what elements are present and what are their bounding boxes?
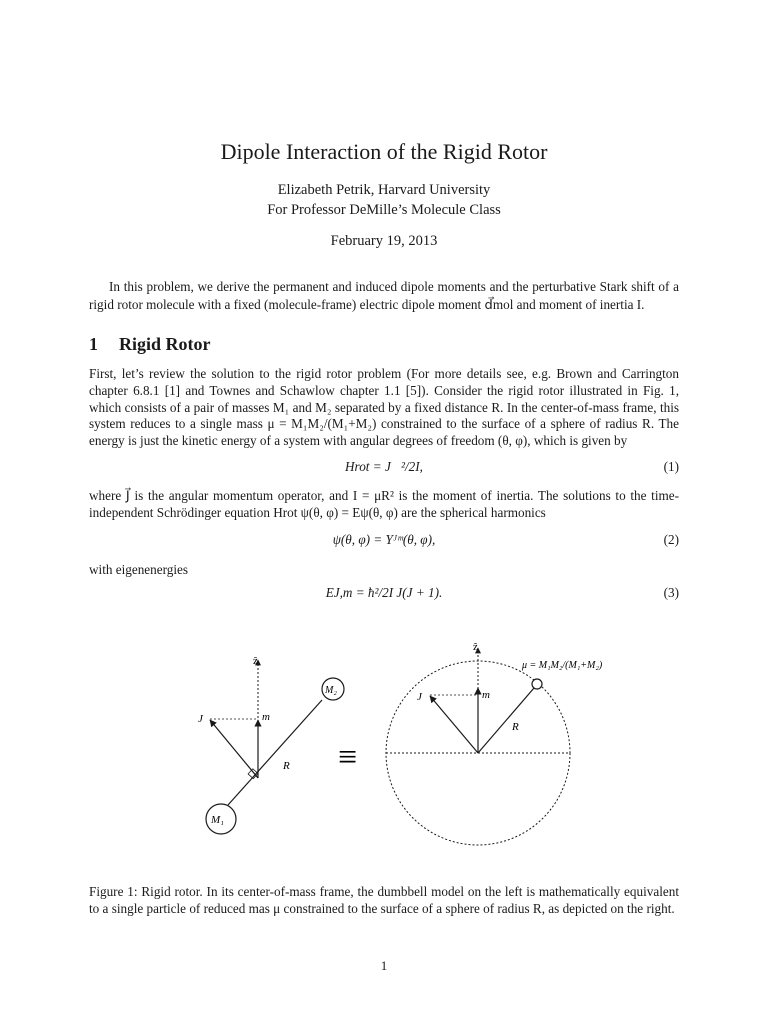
z-label-right: ẑ <box>473 641 478 653</box>
sphere-diagram <box>386 641 603 845</box>
rotor-rod <box>228 700 322 805</box>
author-line: Elizabeth Petrik, Harvard University <box>277 182 491 198</box>
mass-1-label: M₁ <box>211 814 224 826</box>
equation-3-expr: EJ,m = ħ²/2I J(J + 1). <box>325 585 443 600</box>
paragraph-solutions: where J⃗ is the angular momentum operator, and I = μR² is the moment of inertia. The solutions to the time-independent Schrödinger equation Hrot ψ(θ, φ) = Eψ(θ, φ) are the spherical harmonics <box>89 488 679 520</box>
paragraph-eigen: with eigenenergies <box>89 562 188 577</box>
page-number: 1 <box>380 958 388 973</box>
j-label-right: J⃗ <box>417 691 431 703</box>
equivalence-symbol: ≡ <box>338 739 358 776</box>
mass-2-label: M₂ <box>325 685 337 696</box>
j-vector-right <box>430 696 478 753</box>
equation-1-expr: Hrot = J⃗²/2I, <box>345 459 423 474</box>
abstract-text: In this problem, we derive the permanent and induced dipole moments and the perturbative Stark shift of a rigid rotor molecule with a fixed (molecule-frame) electric dipole moment d⃗mol and moment of inertia I. <box>89 279 679 312</box>
abstract <box>89 278 679 314</box>
figure-rigid-rotor <box>0 630 768 870</box>
r-label-right: R <box>512 721 519 733</box>
affiliation-line: For Professor DeMille’s Molecule Class <box>267 202 501 218</box>
equation-3-tag: (3) <box>663 585 679 600</box>
reduced-mass-particle <box>532 679 542 689</box>
equation-2-expr: ψ(θ, φ) = Yᴶᵐ(θ, φ), <box>332 532 436 547</box>
m-label-right: m <box>482 689 490 701</box>
j-vector-left <box>210 720 258 778</box>
r-label-left: R <box>283 760 290 772</box>
section-title: Rigid Rotor <box>119 334 211 354</box>
paper-title: Dipole Interaction of the Rigid Rotor <box>220 139 548 164</box>
m-label-left: m <box>262 711 270 723</box>
mu-label: μ = M₁M₂/(M₁+M₂) <box>522 660 603 671</box>
figure-caption: Figure 1: Rigid rotor. In its center-of-mass frame, the dumbbell model on the left is mathematically equivalent to a single particle of reduced mas μ constrained to the surface of a sphere of radius R, as depicted on the right. <box>89 884 679 916</box>
dumbbell-diagram <box>198 655 344 834</box>
equation-1-tag: (1) <box>663 459 679 474</box>
paragraph-intro: First, let’s review the solution to the rigid rotor problem (For more details see, e.g. Brown and Carrington chapter 6.8.1 [1] and Townes and Schawlow chapter 1.1 [5]). Consider the rigid rotor illustrated in Fig. 1, which consists of a pair of masses M₁ and M₂ separated by a fixed distance R. In the center-of-mass frame, this system reduces to a single mass μ = M₁M₂/(M₁+M₂) constrained to the surface of a sphere of radius R. The energy is just the kinetic energy of a system with angular degrees of freedom (θ, φ), which is given by <box>89 366 679 449</box>
date-line: February 19, 2013 <box>330 233 438 249</box>
j-label-left: J⃗ <box>198 713 212 725</box>
section-heading <box>89 334 211 355</box>
z-label-left: ẑ <box>253 655 258 667</box>
section-number: 1 <box>89 334 98 354</box>
equation-2-tag: (2) <box>663 532 679 547</box>
